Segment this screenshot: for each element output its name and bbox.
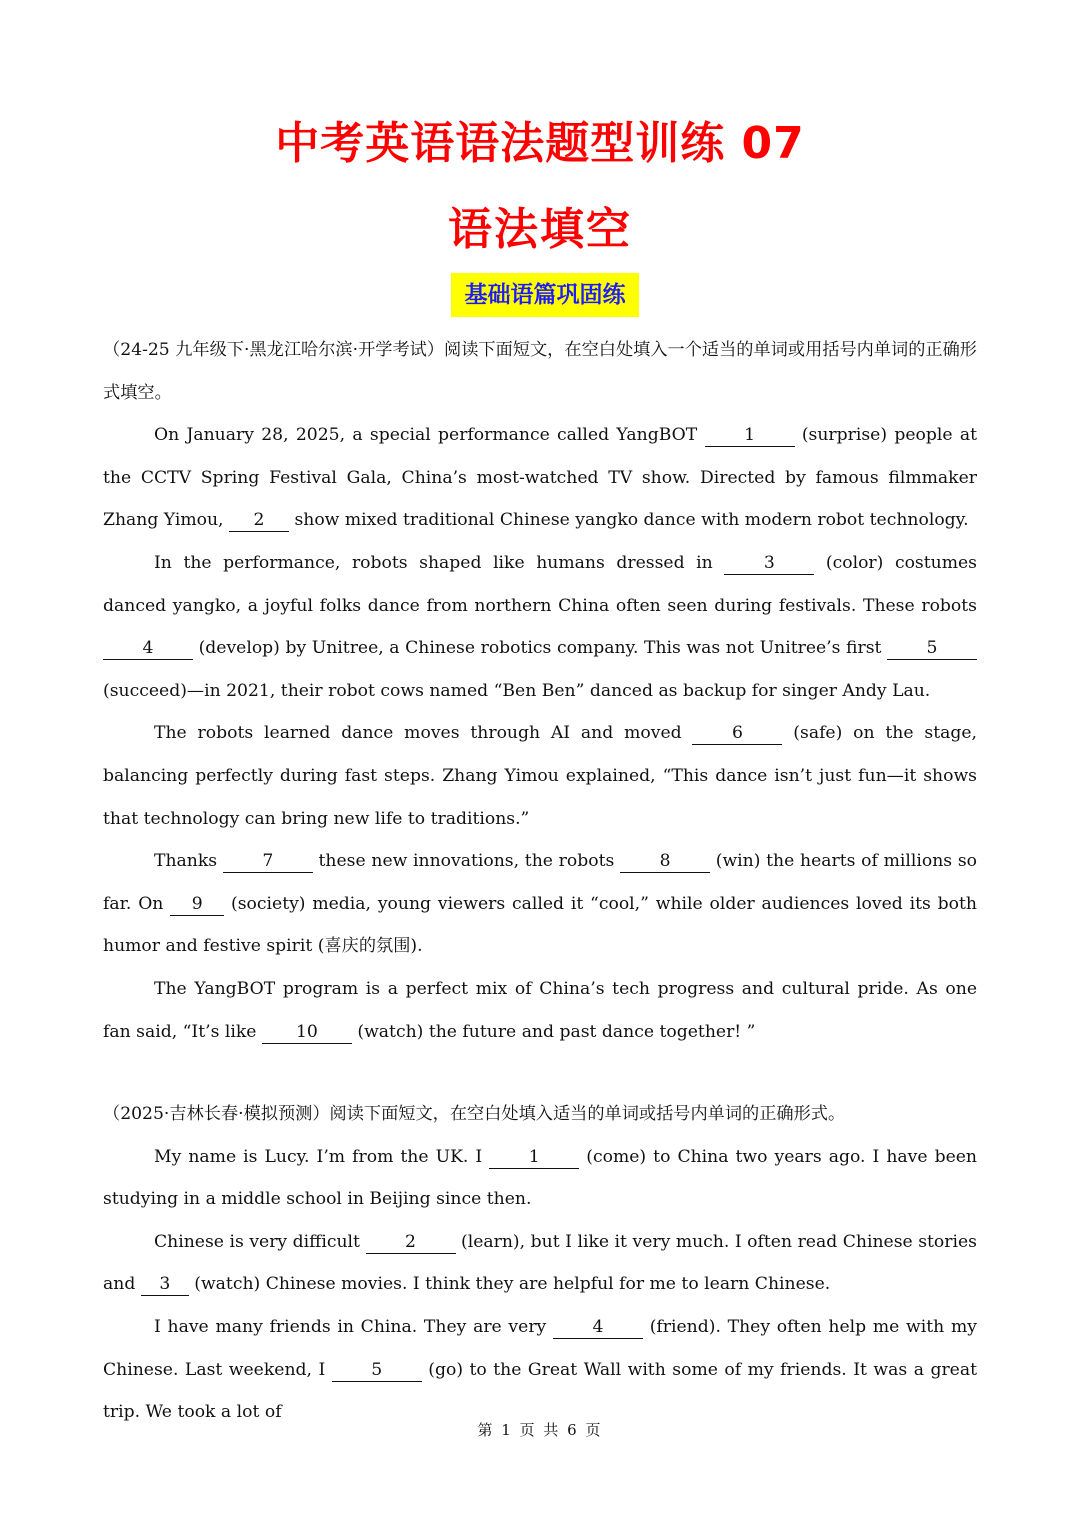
answer-blank-3[interactable]: 3 [724,552,814,575]
answer-blank-1[interactable]: 1 [705,424,795,447]
answer-blank-2[interactable]: 2 [229,509,289,532]
text-segment: In the performance, robots shaped like humans dressed in [154,552,725,573]
text-segment: I have many friends in China. They are very [154,1316,553,1337]
answer-blank-5[interactable]: 5 [332,1359,422,1382]
text-segment: show mixed traditional Chinese yangko dance with modern robot technology. [288,510,969,531]
passage-2-paragraph-2 [103,1221,977,1306]
passage-1 [103,329,977,1053]
text-segment: (win) the hearts of millions so far. On [103,851,977,914]
text-segment: The YangBOT program is a perfect mix of China’s tech progress and cultural pride. As one fan said, “It’s like [103,978,977,1042]
passage-1-paragraph-1 [103,414,977,542]
text-segment: these new innovations, the robots [312,851,621,872]
text-segment: (succeed)—in 2021, their robot cows named “Ben Ben” danced as backup for singer Andy Lau. [103,680,931,701]
text-segment: The robots learned dance moves through AI and moved [154,723,693,744]
passage-2-paragraph-3 [103,1306,977,1434]
text-segment: (watch) the future and past dance together! ” [351,1021,756,1042]
answer-blank-1[interactable]: 1 [489,1146,579,1169]
text-segment: (friend). They often help me with my Chinese. Last weekend, I [103,1316,977,1380]
text-segment: (surprise) people at the CCTV Spring Festival Gala, China’s most-watched TV show. Directed by famous filmmaker Zhang Yimou, [103,425,977,531]
passage-2-paragraph-1 [103,1136,977,1221]
text-segment: (develop) by Unitree, a Chinese robotics company. This was not Unitree’s first [193,638,887,659]
passage-2-instructions: （2025·吉林长春·模拟预测）阅读下面短文，在空白处填入适当的单词或括号内单词的正确形式。 [103,1104,846,1124]
passage-1-paragraph-3 [103,712,977,840]
text-segment: (color) costumes danced yangko, a joyful folks dance from northern China often seen during festivals. These robots [103,552,977,616]
page-indicator: 第 1 页 共 6 页 [477,1421,603,1439]
answer-blank-2[interactable]: 2 [366,1231,456,1254]
text-segment: (watch) Chinese movies. I think they are helpful for me to learn Chinese. [188,1274,831,1295]
text-segment: (come) to China two years ago. I have been studying in a middle school in Beijing since then. [103,1146,977,1210]
answer-blank-9[interactable]: 9 [170,893,224,916]
passage-1-paragraph-2 [103,542,977,712]
passage-2 [103,1093,977,1434]
answer-blank-6[interactable]: 6 [692,722,782,745]
text-segment: Thanks [154,851,223,872]
text-segment: (learn), but I like it very much. I often read Chinese stories and [103,1231,977,1295]
text-segment: (safe) on the stage, balancing perfectly during fast steps. Zhang Yimou explained, “This dance isn’t just fun—it shows that technology can bring new life to traditions.” [103,723,977,829]
text-segment: (society) media, young viewers called it “cool,” while older audiences loved its both humor and festive spirit (喜庆的氛围). [103,893,977,957]
answer-blank-8[interactable]: 8 [620,850,710,873]
answer-blank-7[interactable]: 7 [223,850,313,873]
answer-blank-4[interactable]: 4 [103,637,193,660]
section-label: 基础语篇巩固练 [451,273,639,317]
document-subtitle: 语法填空 [448,204,632,255]
text-segment: (go) to the Great Wall with some of my friends. It was a great trip. We took a lot of [103,1359,977,1423]
passage-1-paragraph-5 [103,968,977,1053]
answer-blank-10[interactable]: 10 [262,1021,352,1044]
document-title: 中考英语语法题型训练 07 [275,118,805,169]
answer-blank-4[interactable]: 4 [553,1316,643,1339]
text-segment: On January 28, 2025, a special performance called YangBOT [154,425,705,446]
text-segment: Chinese is very difficult [154,1231,366,1252]
answer-blank-3[interactable]: 3 [141,1273,189,1296]
text-segment: My name is Lucy. I’m from the UK. I [154,1146,490,1167]
passage-1-paragraph-4 [103,840,977,968]
passage-1-instructions: （24-25 九年级下·黑龙江哈尔滨·开学考试）阅读下面短文，在空白处填入一个适当的单词或用括号内单词的正确形式填空。 [103,340,977,403]
answer-blank-5[interactable]: 5 [887,637,977,660]
